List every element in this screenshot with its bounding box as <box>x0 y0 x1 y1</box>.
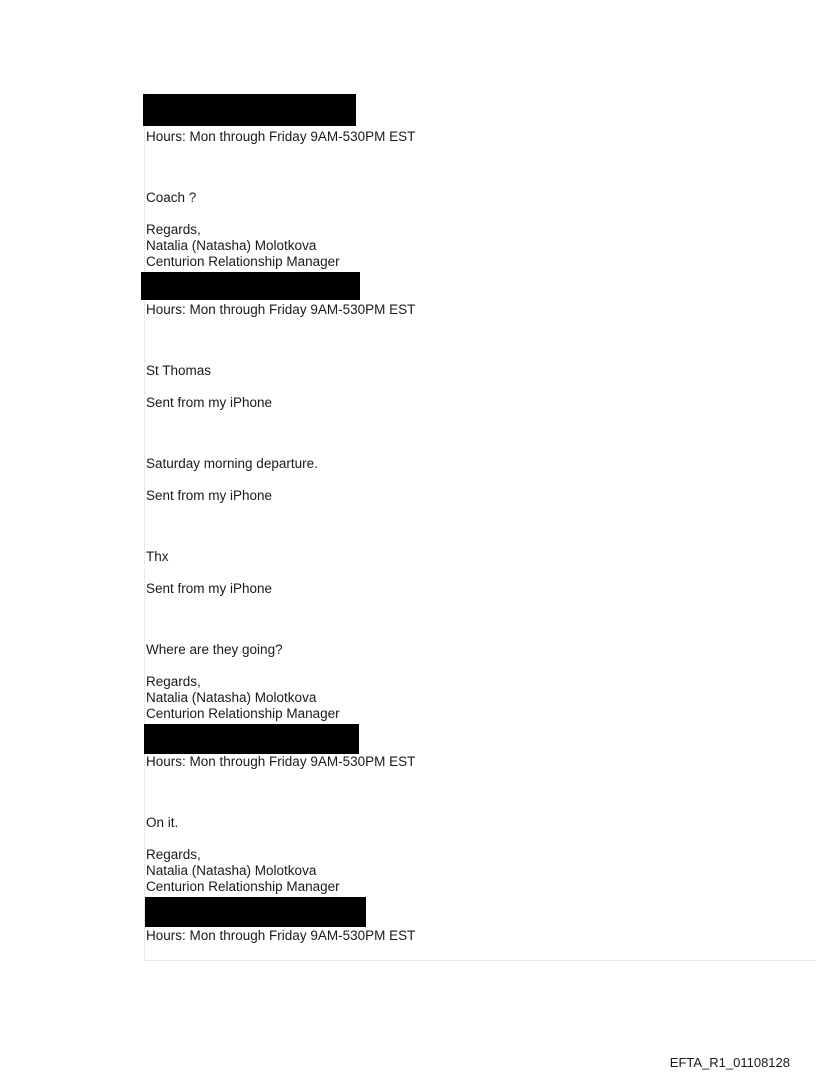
signature-regards: Regards, <box>146 847 201 862</box>
redaction-bar <box>141 272 360 300</box>
sent-from-line: Sent from my iPhone <box>146 488 273 503</box>
email-thread <box>144 92 816 961</box>
sent-from-line: Sent from my iPhone <box>146 581 273 596</box>
signature-name: Natalia (Natasha) Molotkova <box>146 238 317 253</box>
message-text: Coach ? <box>146 190 197 205</box>
message-text: Thx <box>146 549 169 564</box>
sent-from-line: Sent from my iPhone <box>146 395 273 410</box>
message-text: Where are they going? <box>146 642 283 657</box>
redaction-bar <box>144 724 359 754</box>
message-text: On it. <box>146 815 179 830</box>
document-reference-id: EFTA_R1_01108128 <box>669 1055 790 1070</box>
signature-hours: Hours: Mon through Friday 9AM-530PM EST <box>146 129 416 144</box>
signature-hours: Hours: Mon through Friday 9AM-530PM EST <box>146 928 416 943</box>
redaction-bar <box>143 94 356 126</box>
signature-role: Centurion Relationship Manager <box>146 706 340 721</box>
signature-regards: Regards, <box>146 674 201 689</box>
signature-hours: Hours: Mon through Friday 9AM-530PM EST <box>146 302 416 317</box>
signature-hours: Hours: Mon through Friday 9AM-530PM EST <box>146 754 416 769</box>
signature-role: Centurion Relationship Manager <box>146 254 340 269</box>
message-text: St Thomas <box>146 363 212 378</box>
signature-role: Centurion Relationship Manager <box>146 879 340 894</box>
signature-name: Natalia (Natasha) Molotkova <box>146 690 317 705</box>
signature-name: Natalia (Natasha) Molotkova <box>146 863 317 878</box>
message-text: Saturday morning departure. <box>146 456 318 471</box>
redaction-bar <box>145 897 366 927</box>
signature-regards: Regards, <box>146 222 201 237</box>
